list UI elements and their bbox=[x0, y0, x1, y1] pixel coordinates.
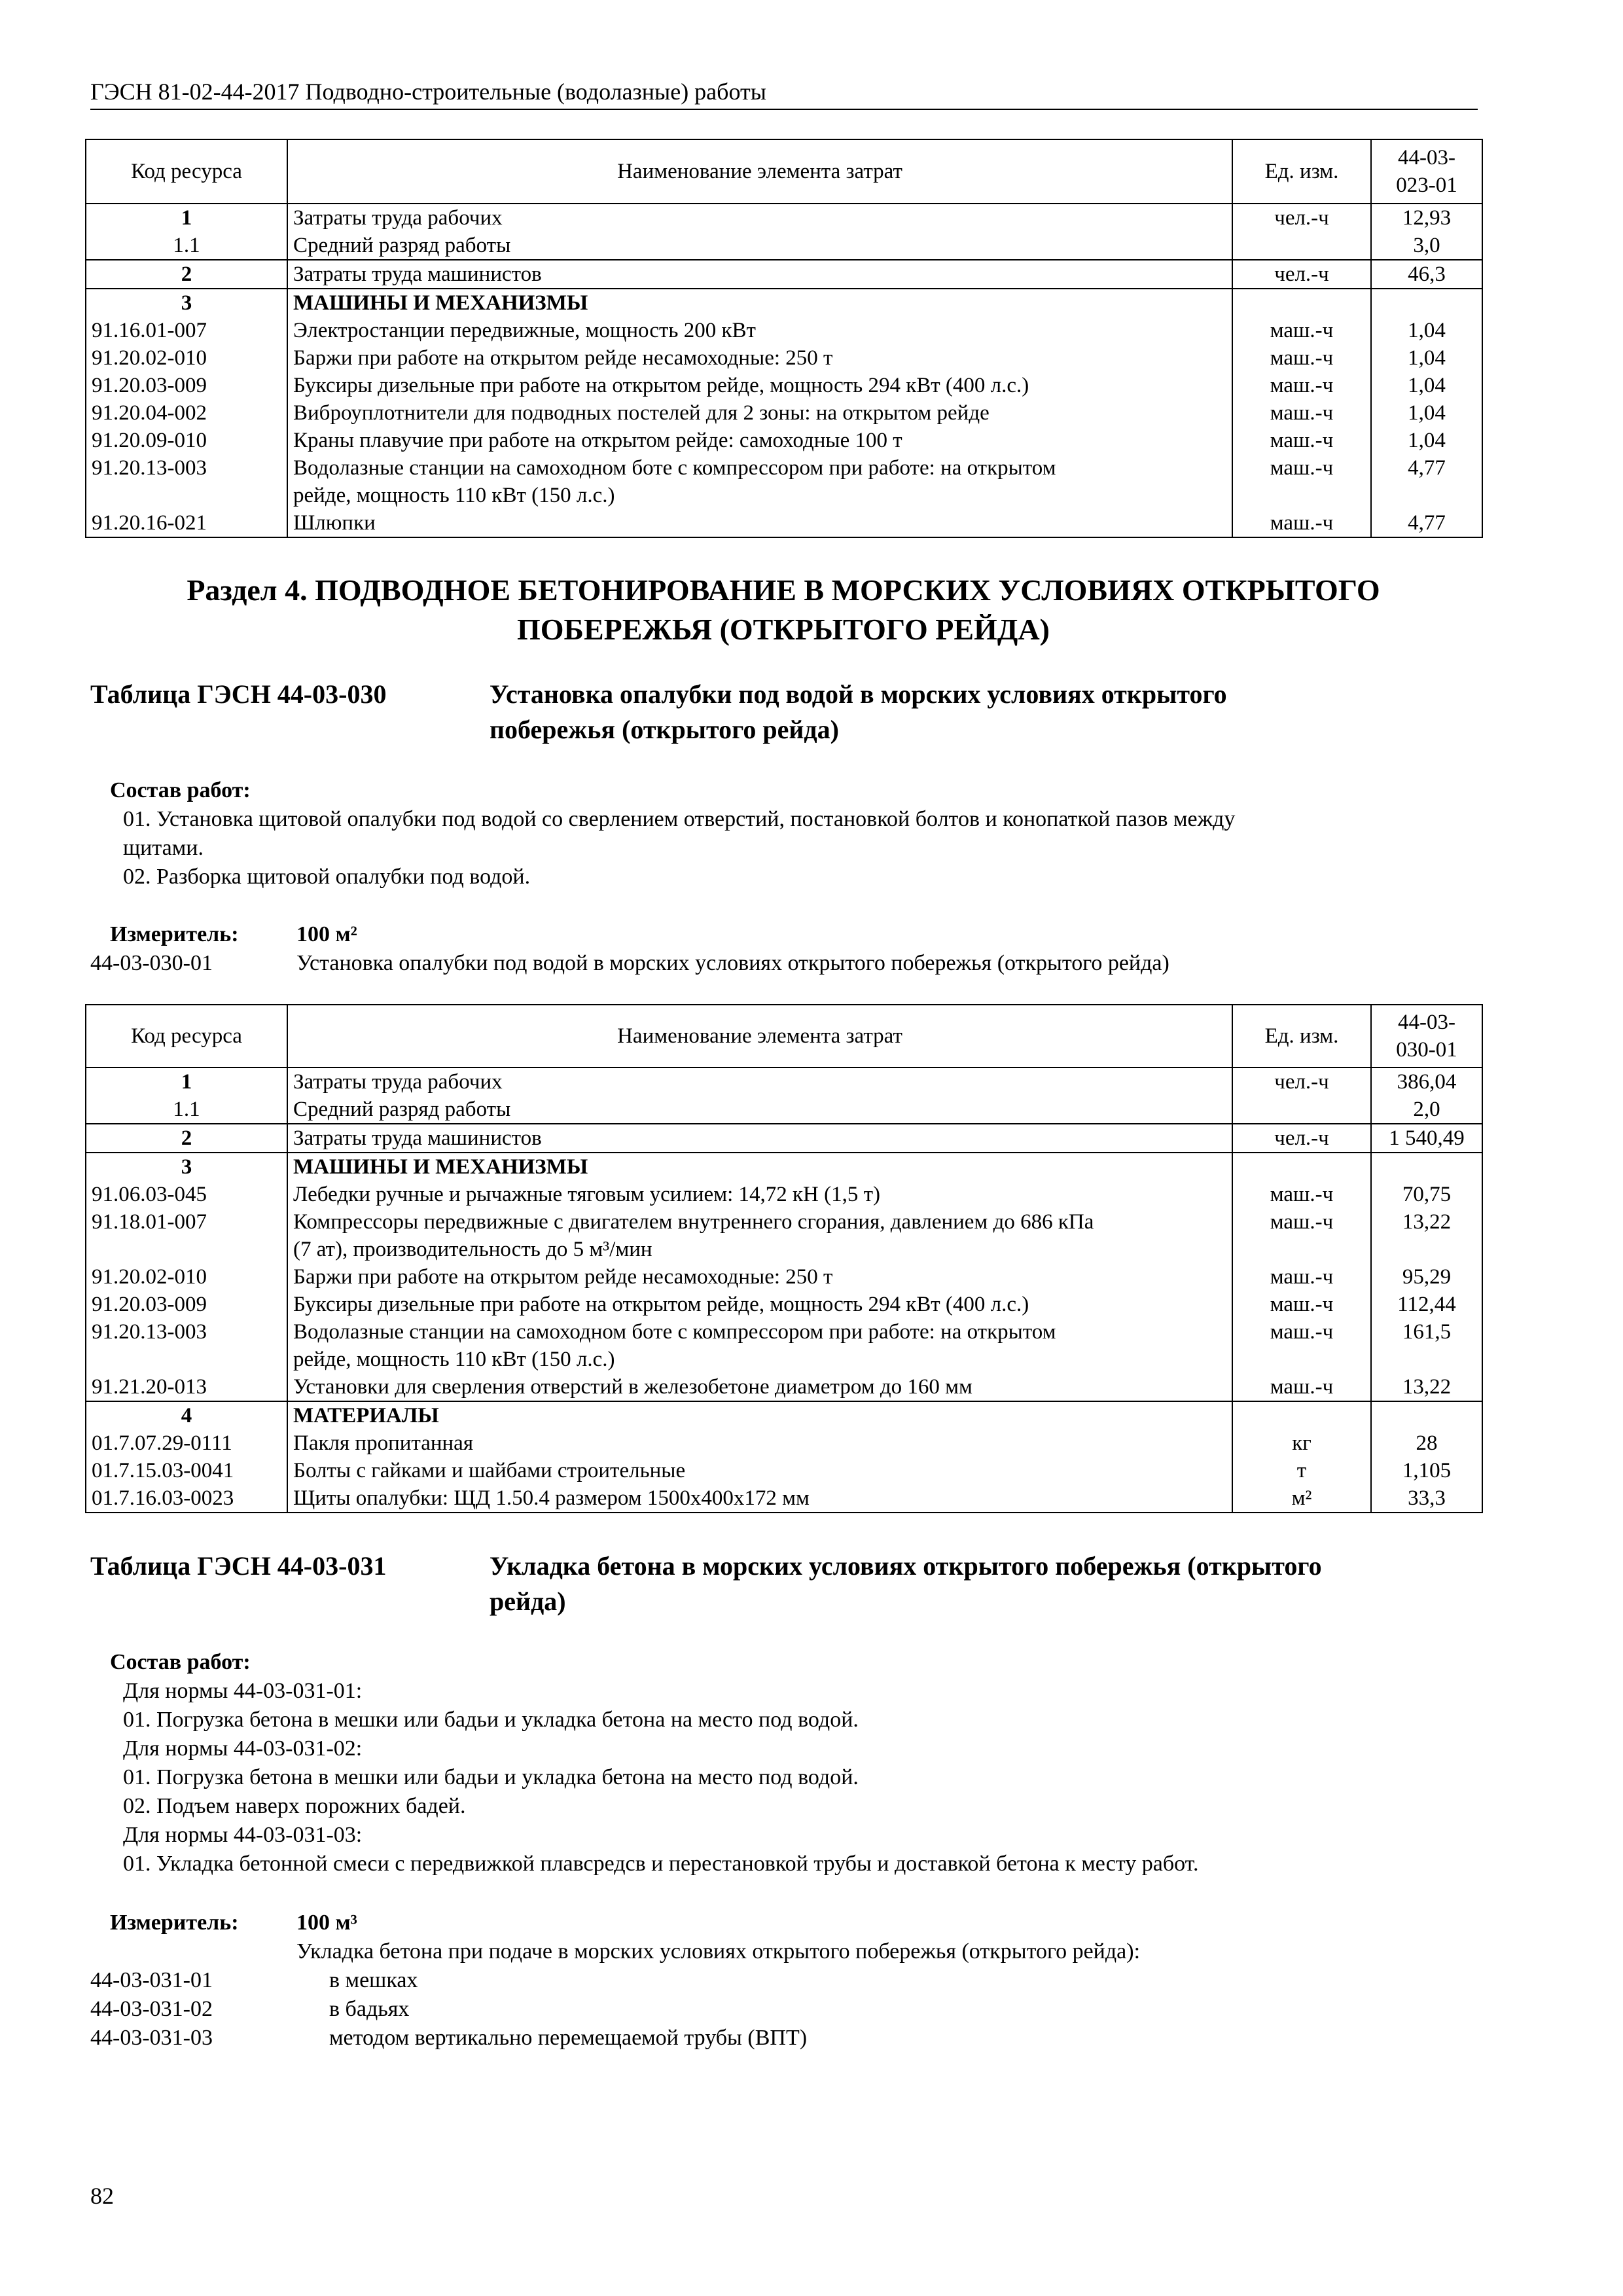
table-row: 1 Затраты труда рабочих чел.-ч 12,93 bbox=[86, 204, 1482, 232]
table-row: 3 МАШИНЫ И МЕХАНИЗМЫ bbox=[86, 1153, 1482, 1181]
col-header-code: Код ресурса bbox=[86, 139, 287, 204]
resource-table-44-03-023 bbox=[85, 139, 1483, 538]
table-row: 91.20.13-003 Водолазные станции на самоходном боте с компрессором при работе: на открытом рейде, мощность 110 кВт (150 л.с.) маш.-ч 4,77 bbox=[86, 454, 1482, 509]
table-row: 2 Затраты труда машинистов чел.-ч 1 540,49 bbox=[86, 1124, 1482, 1153]
table-row: 01.7.07.29-0111 Пакля пропитанная кг 28 bbox=[86, 1429, 1482, 1457]
table-row: 91.20.16-021 Шлюпки маш.-ч 4,77 bbox=[86, 509, 1482, 537]
table-heading-44-03-030: Таблица ГЭСН 44-03-030 Установка опалубки под водой в морских условиях открытого побережья (открытого рейда) bbox=[90, 679, 1227, 744]
col-header-unit: Ед. изм. bbox=[1232, 1005, 1371, 1067]
table-row: 91.20.09-010 Краны плавучие при работе на открытом рейде: самоходные 100 т маш.-ч 1,04 bbox=[86, 427, 1482, 454]
table-row: 91.20.04-002 Виброуплотнители для подводных постелей для 2 зоны: на открытом рейде маш.-ч 1,04 bbox=[86, 399, 1482, 427]
section-title: Раздел 4. ПОДВОДНОЕ БЕТОНИРОВАНИЕ В МОРСКИХ УСЛОВИЯХ ОТКРЫТОГО ПОБЕРЕЖЬЯ (ОТКРЫТОГО РЕЙДА) bbox=[187, 573, 1380, 646]
table-row: 1 Затраты труда рабочих чел.-ч 386,04 bbox=[86, 1067, 1482, 1096]
table-heading-44-03-031: Таблица ГЭСН 44-03-031 Укладка бетона в морских условиях открытого побережья (открытого рейда) bbox=[90, 1551, 1322, 1616]
table-row: 91.06.03-045 Лебедки ручные и рычажные тяговым усилием: 14,72 кН (1,5 т) маш.-ч 70,75 bbox=[86, 1181, 1482, 1208]
work-composition-44-03-030: Состав работ: 01. Установка щитовой опалубки под водой со сверлением отверстий, постановкой болтов и конопаткой пазов между щитами. 02. Разборка щитовой опалубки под водой. bbox=[110, 778, 1236, 889]
table-row: 91.20.03-009 Буксиры дизельные при работе на открытом рейде, мощность 294 кВт (400 л.с.) маш.-ч 112,44 bbox=[86, 1291, 1482, 1318]
table-row: 4 МАТЕРИАЛЫ bbox=[86, 1401, 1482, 1429]
table-row: 01.7.15.03-0041 Болты с гайками и шайбами строительные т 1,105 bbox=[86, 1457, 1482, 1484]
table-row: 91.18.01-007 Компрессоры передвижные с двигателем внутреннего сгорания, давлением до 686 кПа (7 ат), производительность до 5 м³/мин маш.-ч 13,22 bbox=[86, 1208, 1482, 1263]
col-header-norm: 44-03- 023-01 bbox=[1371, 139, 1482, 204]
table-row: 91.20.02-010 Баржи при работе на открытом рейде несамоходные: 250 т маш.-ч 95,29 bbox=[86, 1263, 1482, 1291]
col-header-name: Наименование элемента затрат bbox=[287, 139, 1232, 204]
table-row: 01.7.16.03-0023 Щиты опалубки: ЩД 1.50.4 размером 1500х400х172 мм м² 33,3 bbox=[86, 1484, 1482, 1513]
table-row: 3 МАШИНЫ И МЕХАНИЗМЫ bbox=[86, 289, 1482, 317]
table-row: 91.16.01-007 Электростанции передвижные, мощность 200 кВт маш.-ч 1,04 bbox=[86, 317, 1482, 344]
measure-block-44-03-031: Измеритель: 100 м³ Укладка бетона при подаче в морских условиях открытого побережья (открытого рейда): 44-03-031-01 в мешках 44-03-031-02 в бадьях 44-03-031-03 методом вертикально перемещаемой трубы (ВПТ) bbox=[90, 1910, 1141, 2050]
page-number: 82 bbox=[90, 2183, 114, 2209]
work-composition-44-03-031: Состав работ: Для нормы 44-03-031-01: 01. Погрузка бетона в мешки или бадьи и укладка бетона на место под водой. Для нормы 44-03-031-02: 01. Погрузка бетона в мешки или бадьи и укладка бетона на место под водой. 02. Подъем наверх порожних бадей. Для нормы 44-03-031-03: 01. Укладка бетонной смеси с передвижкой плавсредсв и перестановкой трубы и доставкой бетона к месту работ. bbox=[110, 1650, 1199, 1876]
col-header-norm: 44-03- 030-01 bbox=[1371, 1005, 1482, 1067]
table-row: 91.20.03-009 Буксиры дизельные при работе на открытом рейде, мощность 294 кВт (400 л.с.) маш.-ч 1,04 bbox=[86, 372, 1482, 399]
table-row: 91.21.20-013 Установки для сверления отверстий в железобетоне диаметром до 160 мм маш.-ч 13,22 bbox=[86, 1373, 1482, 1401]
running-header: ГЭСН 81-02-44-2017 Подводно-строительные (водолазные) работы bbox=[90, 77, 1478, 110]
col-header-name: Наименование элемента затрат bbox=[287, 1005, 1232, 1067]
table-row: 1.1 Средний разряд работы 2,0 bbox=[86, 1096, 1482, 1124]
table-row: 91.20.02-010 Баржи при работе на открытом рейде несамоходные: 250 т маш.-ч 1,04 bbox=[86, 344, 1482, 372]
measure-block-44-03-030: Измеритель: 100 м² 44-03-030-01 Установка опалубки под водой в морских условиях открытого побережья (открытого рейда) bbox=[90, 922, 1169, 975]
col-header-unit: Ед. изм. bbox=[1232, 139, 1371, 204]
resource-table-44-03-030 bbox=[85, 1004, 1483, 1513]
col-header-code: Код ресурса bbox=[86, 1005, 287, 1067]
table-row: 91.20.13-003 Водолазные станции на самоходном боте с компрессором при работе: на открытом рейде, мощность 110 кВт (150 л.с.) маш.-ч 161,5 bbox=[86, 1318, 1482, 1373]
table-row: 1.1 Средний разряд работы 3,0 bbox=[86, 232, 1482, 260]
table-row: 2 Затраты труда машинистов чел.-ч 46,3 bbox=[86, 260, 1482, 289]
